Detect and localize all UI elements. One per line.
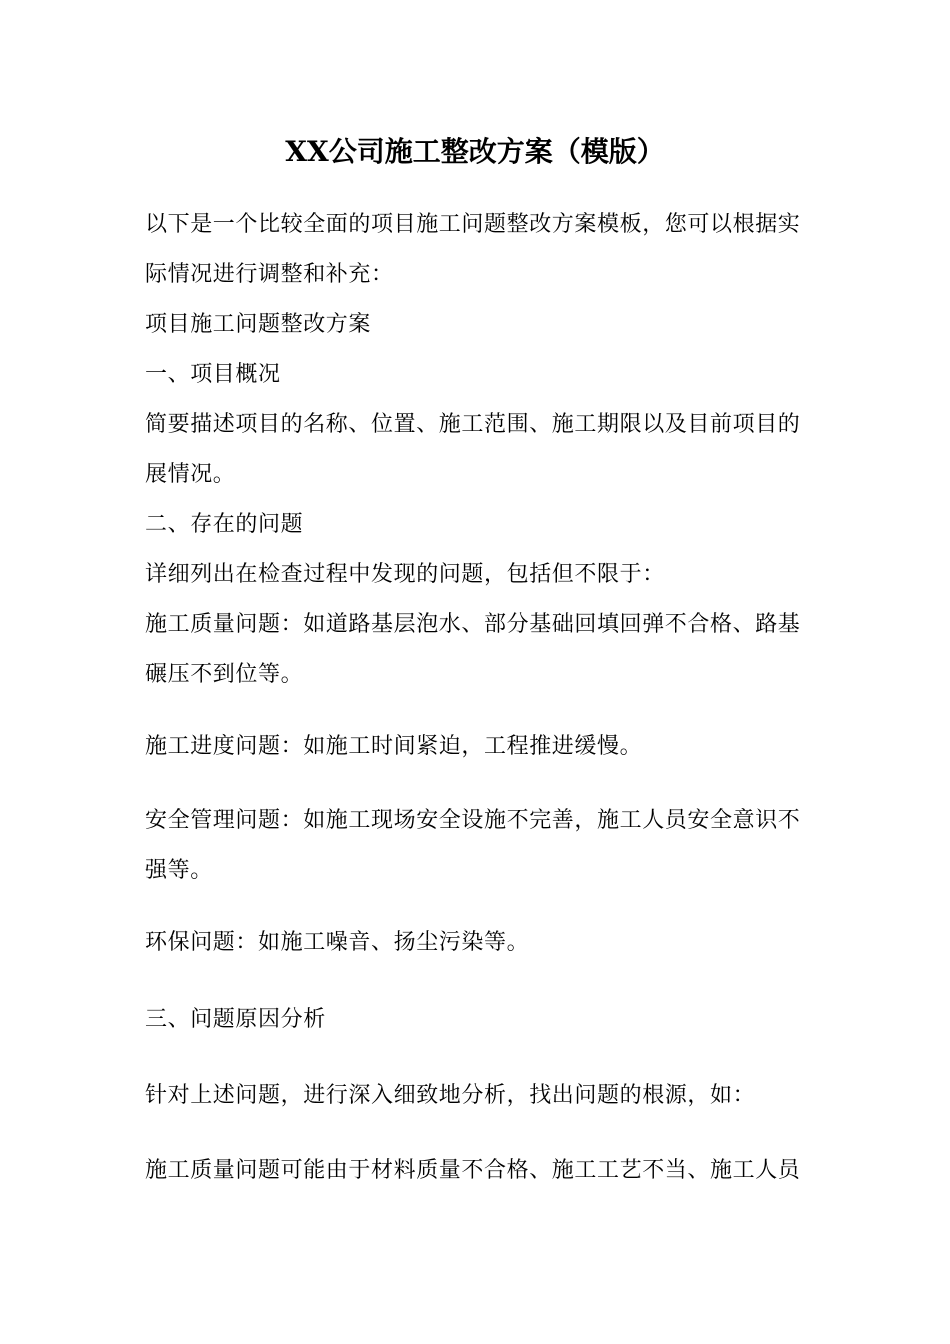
- paragraph-schedule-issue: 施工进度问题：如施工时间紧迫，工程推进缓慢。: [145, 734, 643, 759]
- section-heading-issues: 二、存在的问题: [145, 512, 304, 537]
- paragraph-issues-intro: 详细列出在检查过程中发现的问题，包括但不限于：: [145, 562, 665, 587]
- paragraph-quality-issue: 施工质量问题：如道路基层泡水、部分基础回填回弹不合格、路基碾压不到位等。: [145, 612, 801, 687]
- paragraph-environment-issue: 环保问题：如施工噪音、扬尘污染等。: [145, 930, 530, 955]
- document-title: XX公司施工整改方案（模版）: [285, 135, 665, 168]
- section-heading-cause-analysis: 三、问题原因分析: [145, 1007, 326, 1032]
- paragraph-safety-issue: 安全管理问题：如施工现场安全设施不完善，施工人员安全意识不强等。: [145, 808, 801, 883]
- paragraph-overview: 简要描述项目的名称、位置、施工范围、施工期限以及目前项目的展情况。: [145, 412, 801, 487]
- paragraph-quality-cause: 施工质量问题可能由于材料质量不合格、施工工艺不当、施工人员: [145, 1158, 801, 1183]
- paragraph-intro: 以下是一个比较全面的项目施工问题整改方案模板，您可以根据实际情况进行调整和补充：: [145, 212, 801, 287]
- paragraph-analysis-intro: 针对上述问题，进行深入细致地分析，找出问题的根源，如：: [145, 1083, 756, 1108]
- section-heading-overview: 一、项目概况: [145, 362, 281, 387]
- paragraph-plan-heading: 项目施工问题整改方案: [145, 312, 372, 337]
